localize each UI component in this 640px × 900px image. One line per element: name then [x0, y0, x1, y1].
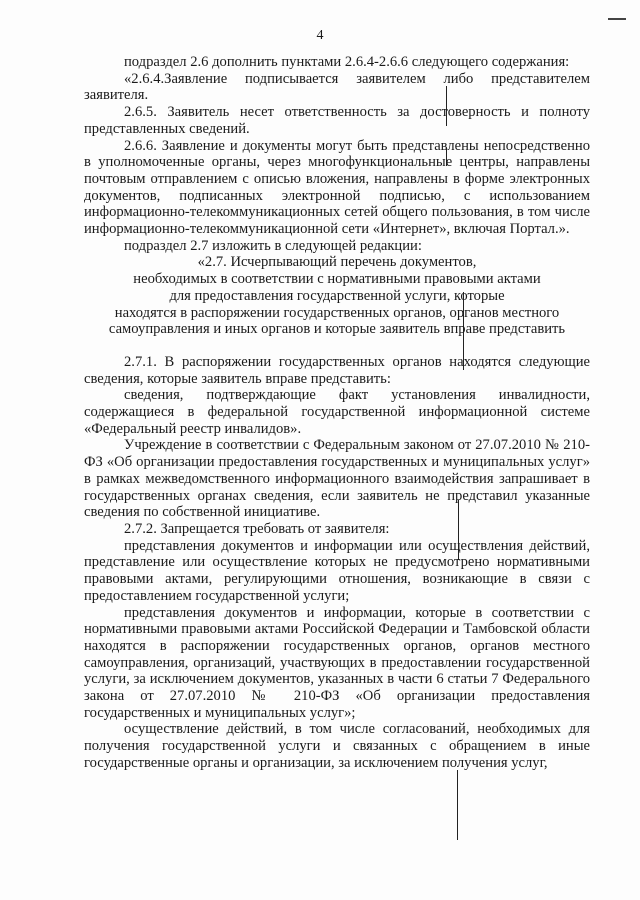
paragraph: Учреждение в соответствии с Федеральным законом от 27.07.2010 № 210-ФЗ «Об организации предоставления государственных и муниципальных услуг» в рамках межведомственного информационного взаимодействия запрашивает в государственных органах сведения, если заявитель не представил указанные сведения по собственной инициативе. [84, 437, 590, 521]
paragraph: подраздел 2.7 изложить в следующей редакции: [124, 237, 422, 254]
paragraph: 2.7.2. Запрещается требовать от заявителя: [124, 520, 390, 537]
heading-line: «2.7. Исчерпывающий перечень документов, [197, 254, 477, 271]
heading-line: для предоставления государственной услуги, которые [169, 287, 505, 304]
paragraph: 2.6.5. Заявитель несет ответственность за достоверность и полноту представленных сведений. [84, 104, 590, 137]
section-heading [84, 254, 590, 338]
paragraph: 2.6.6. Заявление и документы могут быть представлены непосредственно в уполномоченные органы, через многофункциональные центры, направлены почтовым отправлением с описью вложения, направлены в форме электронных документов, подписанных электронной подписью, с использованием информационно-телекоммуникационных сетей общего пользования, в том числе информационно-телекоммуникационной сети «Интернет», включая Портал.». [84, 137, 590, 238]
paragraph: подраздел 2.6 дополнить пунктами 2.6.4-2.6.6 следующего содержания: [124, 54, 570, 70]
scan-artifact-line [457, 770, 458, 840]
heading-line: самоуправления и иных органов и которые заявитель вправе представить [108, 321, 566, 338]
paragraph: представления документов и информации, которые в соответствии с нормативными правовыми актами Российской Федерации и Тамбовской области находятся в распоряжении государственных органов, органов местного самоуправления, организаций, участвующих в предоставлении государственной услуги, за исключением документов, указанных в части 6 статьи 7 Федерального закона от 27.07.2010 № 210-ФЗ «Об организации предоставления государственных и муниципальных услуг»; [84, 604, 590, 721]
paragraph: представления документов и информации или осуществления действий, представление или осуществление которых не предусмотрено нормативными правовыми актами, регулирующими отношения, возникающие в связи с предоставлением государственной услуги; [84, 537, 590, 604]
paragraph: сведения, подтверждающие факт установления инвалидности, содержащиеся в федеральной государственной информационной системе «Федеральный реестр инвалидов». [84, 387, 590, 437]
page-number: 4 [316, 28, 324, 43]
heading-line: находятся в распоряжении государственных органов, органов местного [114, 304, 560, 321]
paragraph: «2.6.4.Заявление подписывается заявителем либо представителем заявителя. [84, 70, 590, 104]
spacer [84, 338, 590, 354]
heading-line: необходимых в соответствии с нормативными правовыми актами [133, 271, 541, 288]
document-body [84, 54, 590, 772]
scan-corner-mark [608, 18, 626, 20]
paragraph: 2.7.1. В распоряжении государственных органов находятся следующие сведения, которые заявитель вправе представить: [84, 353, 590, 387]
paragraph: осуществление действий, в том числе согласований, необходимых для получения государственной услуги и связанных с обращением в иные государственные органы и организации, за исключением получения услуг, [84, 721, 590, 771]
